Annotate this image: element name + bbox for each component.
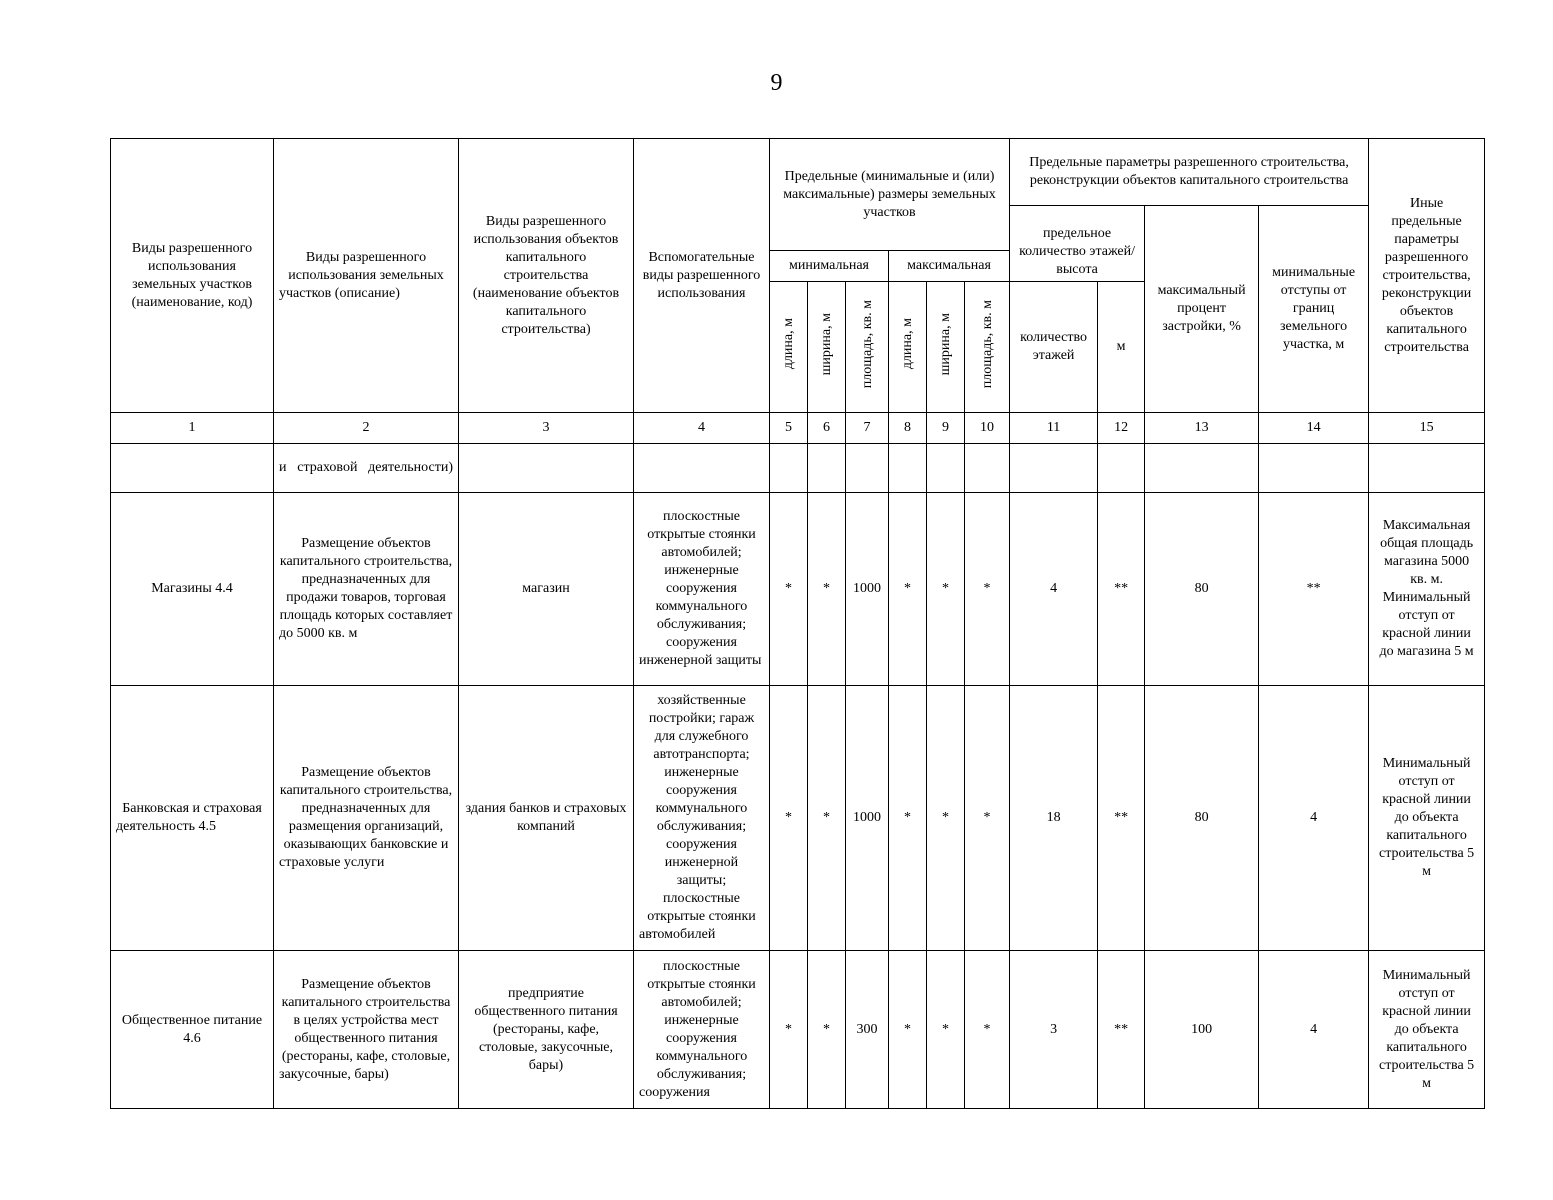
cell-max-length — [889, 444, 927, 493]
header-min-width: ширина, м — [808, 282, 846, 413]
cell-auxiliary-use — [634, 444, 770, 493]
cell-min-width — [808, 444, 846, 493]
cell-other — [1369, 444, 1485, 493]
cell-height: ** — [1098, 686, 1145, 951]
cell-max-length: * — [889, 951, 927, 1109]
cell-min-length: * — [770, 686, 808, 951]
cell-object-type: предприятие общественного питания (рестораны, кафе, столовые, закусочные, бары) — [459, 951, 634, 1109]
header-floors-height: предельное количество этажей/высота — [1010, 206, 1145, 282]
header-max-area: площадь, кв. м — [965, 282, 1010, 413]
column-number: 13 — [1145, 413, 1259, 444]
cell-setback: 4 — [1259, 951, 1369, 1109]
cell-height: ** — [1098, 493, 1145, 686]
cell-max-width: * — [927, 951, 965, 1109]
header-col-4: Вспомогательные виды разрешенного использования — [634, 139, 770, 413]
column-number: 10 — [965, 413, 1010, 444]
cell-max-area: * — [965, 686, 1010, 951]
header-max-length: длина, м — [889, 282, 927, 413]
table-row — [111, 951, 1485, 1109]
cell-floors: 3 — [1010, 951, 1098, 1109]
cell-min-area — [846, 444, 889, 493]
cell-setback: 4 — [1259, 686, 1369, 951]
column-number: 5 — [770, 413, 808, 444]
column-number: 11 — [1010, 413, 1098, 444]
cell-object-type — [459, 444, 634, 493]
column-number: 2 — [274, 413, 459, 444]
column-number: 1 — [111, 413, 274, 444]
column-number: 14 — [1259, 413, 1369, 444]
cell-height — [1098, 444, 1145, 493]
cell-object-type: магазин — [459, 493, 634, 686]
header-meters: м — [1098, 282, 1145, 413]
cell-max-length: * — [889, 686, 927, 951]
column-numbers-row — [111, 413, 1485, 444]
cell-max-width — [927, 444, 965, 493]
cell-max-build — [1145, 444, 1259, 493]
cell-max-area: * — [965, 951, 1010, 1109]
cell-min-width: * — [808, 951, 846, 1109]
cell-use-name — [111, 444, 274, 493]
cell-height: ** — [1098, 951, 1145, 1109]
column-number: 4 — [634, 413, 770, 444]
header-floors-count: количество этажей — [1010, 282, 1098, 413]
header-col-1: Виды разрешенного использования земельных участков (наименование, код) — [111, 139, 274, 413]
cell-use-description: и страховой деятельности) — [274, 444, 459, 493]
cell-object-type: здания банков и страховых компаний — [459, 686, 634, 951]
header-row-1 — [111, 139, 1485, 206]
cell-max-build: 80 — [1145, 493, 1259, 686]
cell-other: Минимальный отступ от красной линии до объекта капитального строительства 5 м — [1369, 686, 1485, 951]
cell-max-area: * — [965, 493, 1010, 686]
cell-use-description: Размещение объектов капитального строительства, предназначенных для продажи товаров, торговая площадь которых составляет до 5000 кв. м — [274, 493, 459, 686]
cell-other: Максимальная общая площадь магазина 5000 кв. м. Минимальный отступ от красной линии до магазина 5 м — [1369, 493, 1485, 686]
cell-min-area: 300 — [846, 951, 889, 1109]
column-number: 15 — [1369, 413, 1485, 444]
column-number: 7 — [846, 413, 889, 444]
cell-min-width: * — [808, 493, 846, 686]
header-min-length: длина, м — [770, 282, 808, 413]
column-number: 12 — [1098, 413, 1145, 444]
cell-min-area: 1000 — [846, 493, 889, 686]
header-max: максимальная — [889, 251, 1010, 282]
column-number: 8 — [889, 413, 927, 444]
header-col-3: Виды разрешенного использования объектов капитального строительства (наименование объектов капитального строительства) — [459, 139, 634, 413]
table-row — [111, 493, 1485, 686]
header-other: Иные предельные параметры разрешенного строительства, реконструкции объектов капитального строительства — [1369, 139, 1485, 413]
cell-use-name: Общественное питание 4.6 — [111, 951, 274, 1109]
cell-setback: ** — [1259, 493, 1369, 686]
cell-max-area — [965, 444, 1010, 493]
table-row — [111, 686, 1485, 951]
table-row — [111, 444, 1485, 493]
cell-use-name: Магазины 4.4 — [111, 493, 274, 686]
cell-floors — [1010, 444, 1098, 493]
cell-auxiliary-use: плоскостные открытые стоянки автомобилей; инженерные сооружения коммунального обслуживания; сооружения инженерной защиты — [634, 493, 770, 686]
cell-floors: 4 — [1010, 493, 1098, 686]
cell-min-width: * — [808, 686, 846, 951]
header-min-area: площадь, кв. м — [846, 282, 889, 413]
header-min-setback: минимальные отступы от границ земельного участка, м — [1259, 206, 1369, 413]
cell-max-build: 80 — [1145, 686, 1259, 951]
cell-other: Минимальный отступ от красной линии до объекта капитального строительства 5 м — [1369, 951, 1485, 1109]
header-col-2: Виды разрешенного использования земельных участков (описание) — [274, 139, 459, 413]
column-number: 6 — [808, 413, 846, 444]
cell-max-length: * — [889, 493, 927, 686]
cell-auxiliary-use: плоскостные открытые стоянки автомобилей; инженерные сооружения коммунального обслуживания; сооружения — [634, 951, 770, 1109]
cell-setback — [1259, 444, 1369, 493]
header-plot-sizes: Предельные (минимальные и (или) максимальные) размеры земельных участков — [770, 139, 1010, 251]
page-number: 9 — [770, 70, 783, 96]
cell-use-description: Размещение объектов капитального строительства, предназначенных для размещения организаций, оказывающих банковские и страховые услуги — [274, 686, 459, 951]
cell-auxiliary-use: хозяйственные постройки; гараж для служебного автотранспорта; инженерные сооружения коммунального обслуживания; сооружения инженерной защиты; плоскостные открытые стоянки автомобилей — [634, 686, 770, 951]
cell-min-area: 1000 — [846, 686, 889, 951]
header-max-width: ширина, м — [927, 282, 965, 413]
cell-max-width: * — [927, 493, 965, 686]
cell-min-length: * — [770, 951, 808, 1109]
header-min: минимальная — [770, 251, 889, 282]
cell-floors: 18 — [1010, 686, 1098, 951]
header-params: Предельные параметры разрешенного строительства, реконструкции объектов капитального строительства — [1010, 139, 1369, 206]
cell-use-name: Банковская и страховая деятельность 4.5 — [111, 686, 274, 951]
land-use-regulations-table — [110, 138, 1485, 1109]
column-number: 9 — [927, 413, 965, 444]
column-number: 3 — [459, 413, 634, 444]
cell-use-description: Размещение объектов капитального строительства в целях устройства мест общественного питания (рестораны, кафе, столовые, закусочные, бары) — [274, 951, 459, 1109]
header-max-build: максимальный процент застройки, % — [1145, 206, 1259, 413]
cell-min-length: * — [770, 493, 808, 686]
cell-min-length — [770, 444, 808, 493]
cell-max-build: 100 — [1145, 951, 1259, 1109]
cell-max-width: * — [927, 686, 965, 951]
